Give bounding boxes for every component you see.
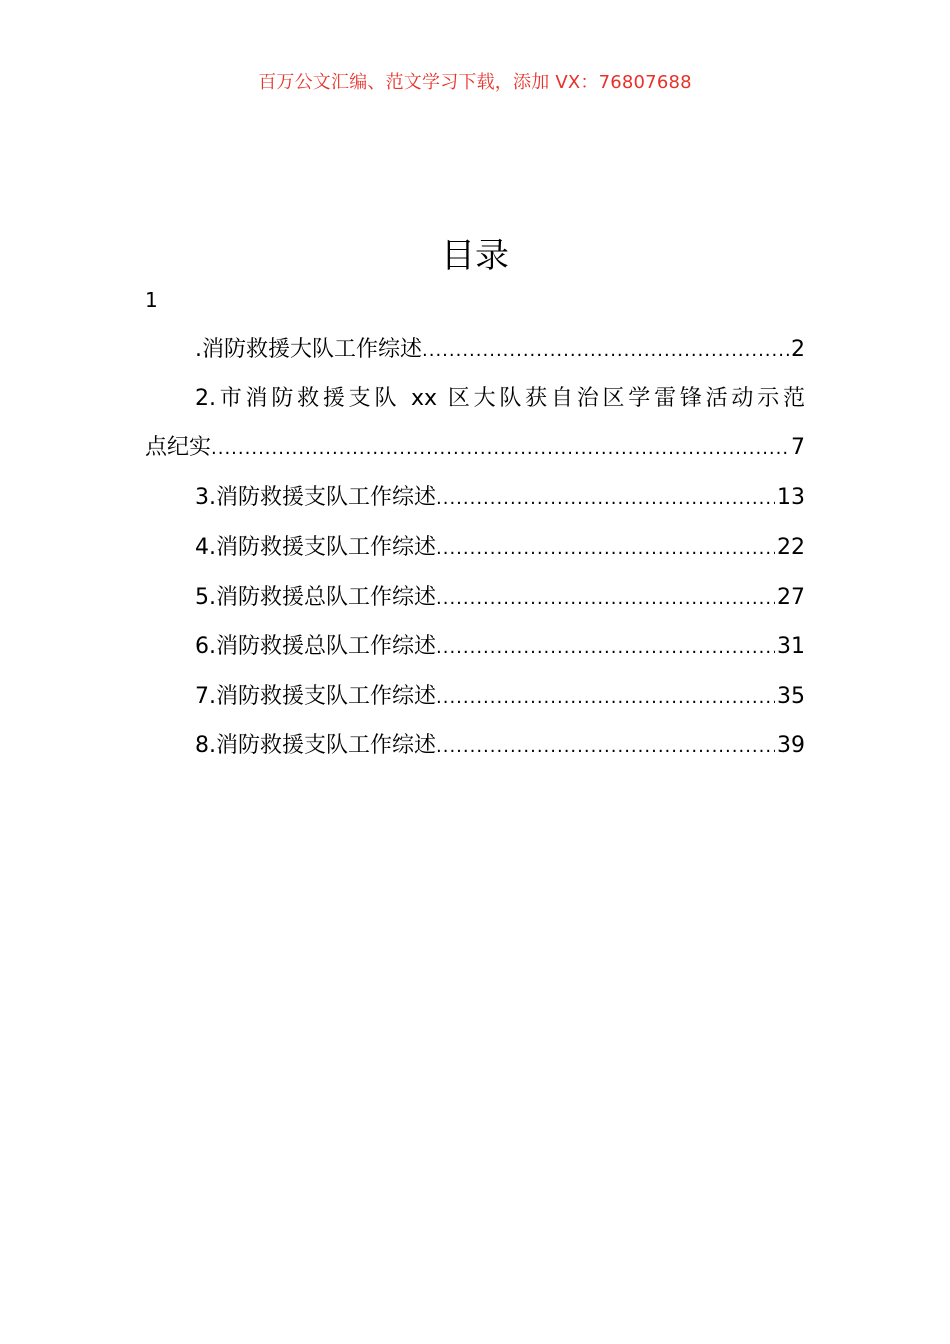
toc-leader-dots bbox=[436, 534, 775, 564]
toc-entry-label: 3.消防救援支队工作综述 bbox=[195, 485, 436, 510]
toc-entry-8[interactable] bbox=[145, 731, 805, 762]
toc-entry-label: 2.市消防救援支队 xx 区大队获自治区学雷锋活动示范 bbox=[195, 386, 805, 411]
toc-entry-label-continued: 点纪实 bbox=[145, 435, 212, 460]
toc-entry-page: 35 bbox=[777, 684, 805, 709]
toc-entry-label: 4.消防救援支队工作综述 bbox=[195, 535, 436, 560]
toc-entry-5[interactable] bbox=[145, 583, 805, 614]
toc-entry-page: 7 bbox=[791, 435, 805, 460]
toc-entry-label: 6.消防救援总队工作综述 bbox=[195, 634, 436, 659]
toc-entry-2[interactable] bbox=[145, 384, 805, 464]
toc-entry-page: 27 bbox=[777, 585, 805, 610]
toc-entry-page: 31 bbox=[777, 634, 805, 659]
toc-leader-dots bbox=[436, 584, 775, 614]
toc-entry-1[interactable] bbox=[145, 335, 805, 366]
toc-leader-dots bbox=[436, 484, 775, 514]
toc-leader-dots bbox=[211, 434, 789, 464]
toc-leader-dots bbox=[436, 633, 775, 663]
toc-entry-page: 39 bbox=[777, 733, 805, 758]
toc-leader-dots bbox=[422, 336, 789, 366]
toc-entry-label: 8.消防救援支队工作综述 bbox=[195, 733, 436, 758]
toc-entry-7[interactable] bbox=[145, 682, 805, 713]
toc-entry-label: .消防救援大队工作综述 bbox=[195, 337, 422, 362]
toc-leader-dots bbox=[436, 732, 775, 762]
toc-stray-number: 1 bbox=[145, 288, 158, 312]
toc-entry-page: 13 bbox=[777, 485, 805, 510]
toc-entry-page: 2 bbox=[791, 337, 805, 362]
header-watermark-note: 百万公文汇编、范文学习下载，添加 VX：76807688 bbox=[258, 72, 692, 93]
toc-entry-6[interactable] bbox=[145, 632, 805, 663]
toc-entry-3[interactable] bbox=[145, 483, 805, 514]
toc-leader-dots bbox=[436, 683, 775, 713]
toc-entry-page: 22 bbox=[777, 535, 805, 560]
toc-entry-label: 7.消防救援支队工作综述 bbox=[195, 684, 436, 709]
toc-entry-4[interactable] bbox=[145, 533, 805, 564]
toc-entry-label: 5.消防救援总队工作综述 bbox=[195, 585, 436, 610]
toc-title: 目录 bbox=[441, 236, 509, 276]
